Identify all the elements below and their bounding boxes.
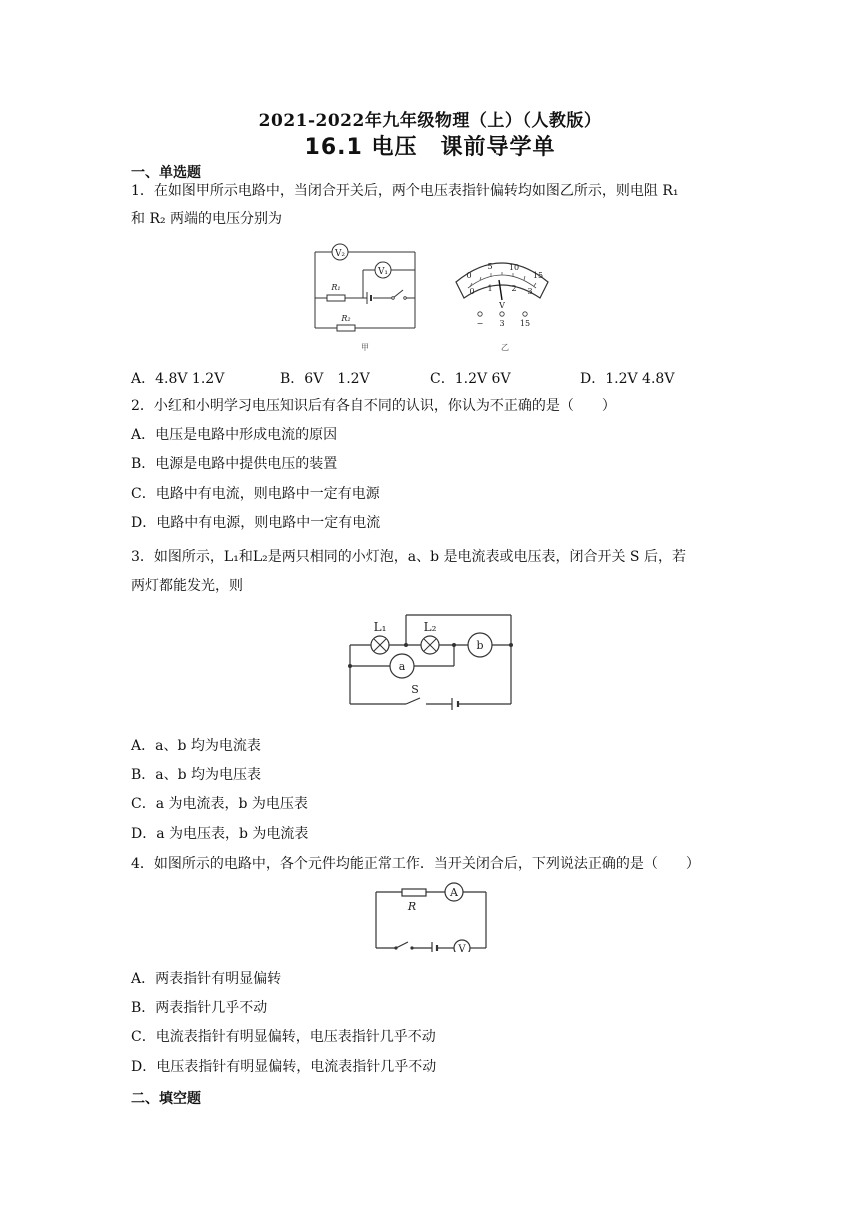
- q2-option-c: C．电路中有电流，则电路中一定有电源: [131, 486, 380, 502]
- q1-option-a: A．4.8V 1.2V: [131, 371, 225, 387]
- resistor-r2-icon: [337, 325, 355, 331]
- q2-option-a: A．电压是电路中形成电流的原因: [131, 427, 338, 443]
- svg-text:a: a: [398, 660, 406, 673]
- q4-option-c: C．电流表指针有明显偏转，电压表指针几乎不动: [131, 1029, 436, 1045]
- scale-bottom-0: 0: [469, 287, 475, 296]
- terminal-3-icon: [500, 312, 504, 316]
- q4-option-d: D．电压表指针有明显偏转，电流表指针几乎不动: [131, 1059, 437, 1075]
- terminal-label-15: 15: [519, 319, 531, 328]
- q1-stem-line2: 和 R₂ 两端的电压分别为: [131, 211, 283, 227]
- q1-option-d: D．1.2V 4.8V: [580, 371, 675, 387]
- caption-yi: 乙: [501, 343, 509, 352]
- q3-option-c: C．a 为电流表，b 为电压表: [131, 796, 308, 812]
- svg-text:b: b: [476, 639, 484, 652]
- caption-jia: 甲: [361, 343, 369, 352]
- section-heading-fill-blank: 二、填空题: [131, 1091, 201, 1107]
- q3-option-a: A．a、b 均为电流表: [131, 738, 261, 754]
- label-switch-s: S: [411, 683, 419, 696]
- lamp-l1-icon: [371, 636, 389, 654]
- meter-a-icon: [390, 654, 414, 678]
- scale-bottom-3: 3: [527, 287, 533, 296]
- resistor-r-icon: [402, 889, 426, 896]
- svg-text:V: V: [458, 944, 466, 952]
- lamp-l2-icon: [421, 636, 439, 654]
- ammeter-icon: [445, 883, 463, 901]
- scale-top-0: 0: [466, 271, 472, 280]
- q3-circuit-figure: [340, 610, 520, 712]
- meter-b-icon: [468, 633, 492, 657]
- worksheet-title: 2021-2022年九年级物理（上）（人教版）: [258, 111, 602, 131]
- label-r1: R₁: [331, 283, 341, 292]
- q1-option-b: B．6V 1.2V: [280, 371, 370, 387]
- q4-option-b: B．两表指针几乎不动: [131, 1000, 268, 1016]
- q3-stem-line2: 两灯都能发光，则: [131, 578, 243, 594]
- q4-option-a: A．两表指针有明显偏转: [131, 971, 282, 987]
- q3-stem-line1: 3．如图所示，L₁和L₂是两只相同的小灯泡，a、b 是电流表或电压表，闭合开关 S 后，若: [131, 549, 686, 565]
- voltmeter-v2-icon: [332, 244, 348, 260]
- q1-stem-line1: 1．在如图甲所示电路中，当闭合开关后，两个电压表指针偏转均如图乙所示，则电阻 R₁: [131, 183, 679, 199]
- q1-option-c: C．1.2V 6V: [430, 371, 511, 387]
- terminal-negative-icon: [478, 312, 482, 316]
- svg-text:V₂: V₂: [334, 249, 346, 259]
- q4-stem: 4．如图所示的电路中，各个元件均能正常工作．当开关闭合后，下列说法正确的是（ ）: [131, 856, 700, 872]
- q2-stem: 2．小红和小明学习电压知识后有各自不同的认识，你认为不正确的是（ ）: [131, 398, 616, 414]
- svg-text:A: A: [450, 886, 458, 899]
- label-r: R: [407, 900, 417, 913]
- terminal-label-3: 3: [499, 319, 505, 328]
- label-l1: L₁: [373, 620, 387, 634]
- voltmeter-v1-icon: [375, 262, 391, 278]
- scale-top-10: 10: [508, 263, 520, 272]
- scale-bottom-1: 1: [487, 284, 493, 293]
- terminal-15-icon: [523, 312, 527, 316]
- q2-option-d: D．电路中有电源，则电路中一定有电流: [131, 515, 381, 531]
- dial-unit-label: V: [499, 301, 505, 310]
- resistor-r1-icon: [327, 295, 345, 301]
- worksheet-subtitle: 16.1 电压 课前导学单: [304, 135, 556, 160]
- section-heading-single-choice: 一、单选题: [131, 165, 201, 181]
- label-l2: L₂: [423, 620, 437, 634]
- q1-voltmeter-dial-figure-yi: [450, 250, 555, 355]
- scale-top-5: 5: [487, 262, 493, 271]
- q1-circuit-figure-jia: [305, 240, 430, 355]
- svg-text:V₁: V₁: [377, 267, 389, 277]
- q2-option-b: B．电源是电路中提供电压的装置: [131, 456, 338, 472]
- q3-option-d: D．a 为电压表，b 为电流表: [131, 826, 309, 842]
- q4-circuit-figure: [370, 880, 490, 952]
- scale-top-15: 15: [532, 271, 544, 280]
- q3-option-b: B．a、b 均为电压表: [131, 767, 262, 783]
- terminal-label-negative: −: [476, 319, 484, 328]
- scale-bottom-2: 2: [511, 284, 517, 293]
- label-r2: R₂: [341, 314, 351, 323]
- voltmeter-icon: [454, 940, 470, 952]
